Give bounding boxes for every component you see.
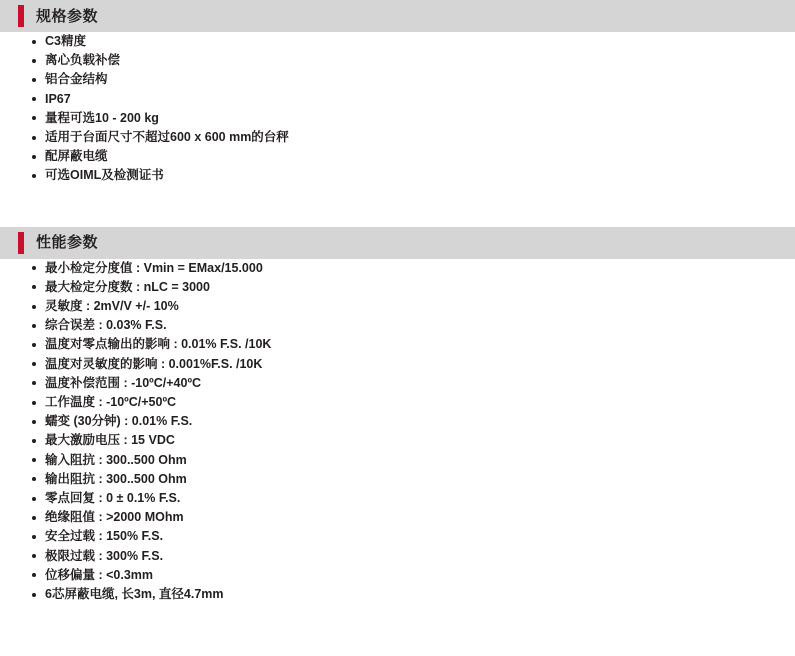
section-header-performance	[0, 227, 795, 259]
list-item: C3精度	[0, 32, 795, 51]
list-item: 温度补偿范围 : -10ºC/+40ºC	[0, 374, 795, 393]
list-item: IP67	[0, 90, 795, 109]
section-title-specifications: 规格参数	[36, 7, 99, 25]
spec-list-specifications	[0, 32, 795, 186]
list-item: 工作温度 : -10ºC/+50ºC	[0, 393, 795, 412]
accent-bar-icon	[18, 232, 24, 254]
list-item: 最小检定分度值 : Vmin = EMax/15.000	[0, 259, 795, 278]
list-item: 温度对零点输出的影响 : 0.01% F.S. /10K	[0, 335, 795, 354]
list-item: 绝缘阻值 : >2000 MOhm	[0, 508, 795, 527]
list-item: 配屏蔽电缆	[0, 147, 795, 166]
list-item: 可选OIML及检测证书	[0, 166, 795, 185]
list-item: 离心负载补偿	[0, 51, 795, 70]
list-item: 铝合金结构	[0, 70, 795, 89]
section-specifications	[0, 0, 795, 186]
list-item: 最大激励电压 : 15 VDC	[0, 431, 795, 450]
section-header-specifications	[0, 0, 795, 32]
list-item: 零点回复 : 0 ± 0.1% F.S.	[0, 489, 795, 508]
spec-list-performance	[0, 259, 795, 605]
list-item: 温度对灵敏度的影响 : 0.001%F.S. /10K	[0, 355, 795, 374]
list-item: 灵敏度 : 2mV/V +/- 10%	[0, 297, 795, 316]
list-item: 综合误差 : 0.03% F.S.	[0, 316, 795, 335]
list-item: 蠕变 (30分钟) : 0.01% F.S.	[0, 412, 795, 431]
section-title-performance: 性能参数	[36, 234, 99, 252]
list-item: 输出阻抗 : 300..500 Ohm	[0, 470, 795, 489]
accent-bar-icon	[18, 5, 24, 27]
list-item: 6芯屏蔽电缆, 长3m, 直径4.7mm	[0, 585, 795, 604]
list-item: 安全过载 : 150% F.S.	[0, 527, 795, 546]
section-performance	[0, 227, 795, 605]
section-spacer	[0, 186, 795, 227]
list-item: 位移偏量 : <0.3mm	[0, 566, 795, 585]
list-item: 最大检定分度数 : nLC = 3000	[0, 278, 795, 297]
list-item: 输入阻抗 : 300..500 Ohm	[0, 451, 795, 470]
list-item: 量程可选10 - 200 kg	[0, 109, 795, 128]
list-item: 适用于台面尺寸不超过600 x 600 mm的台秤	[0, 128, 795, 147]
list-item: 极限过载 : 300% F.S.	[0, 547, 795, 566]
